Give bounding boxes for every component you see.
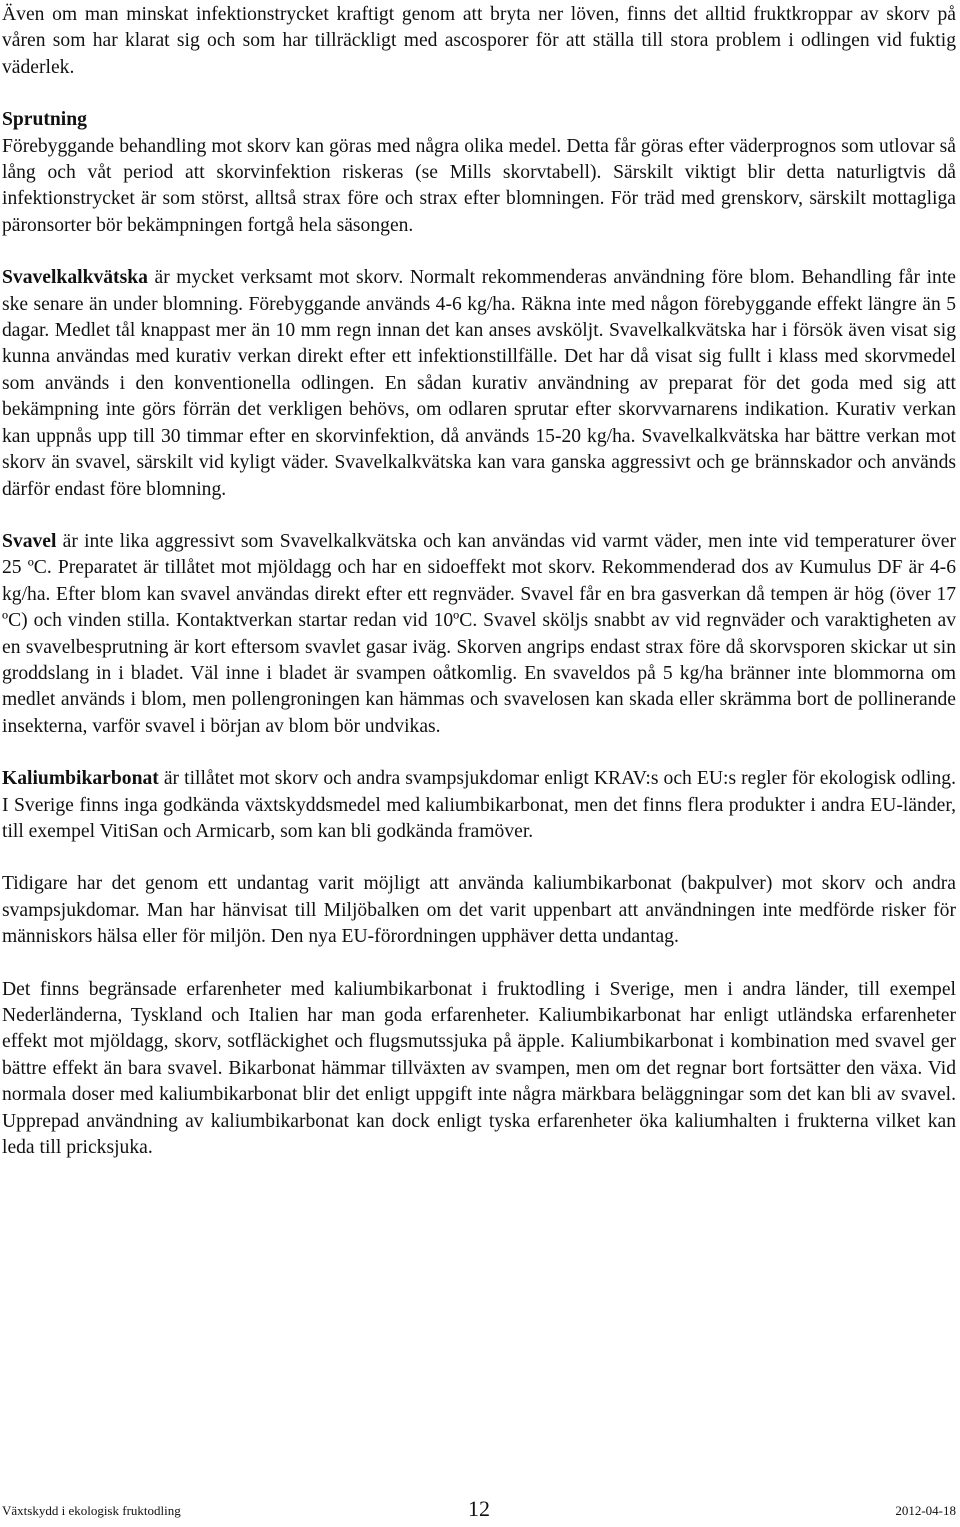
footer-page-number: 12 <box>468 1496 490 1521</box>
term-svavelkalkvatska: Svavelkalkvätska <box>2 267 148 289</box>
document-body <box>2 0 956 1161</box>
svavel-text: är inte lika aggressivt som Svavelkalkvätska och kan användas vid varmt väder, men inte vid temperaturer över 25 ºC. Preparatet är tillåtet mot mjöldagg och har en sidoeffekt mot skorv. Rekommenderad dos av Kumulus DF är 4-6 kg/ha. Efter blom kan svavel användas direkt efter ett regnväder. Svavel får en bra gasverkan då tempen är hög (över 17 ºC) och vinden stilla. Kontaktverkan startar redan vid 10ºC. Svavel sköljs snabbt av vid regnväder och varaktigheten av en svavelbesprutning är kort eftersom svavlet gasar iväg. Skorven angrips endast strax före då skorvsporen skickar ut sin groddslang in i bladet. Väl inne i bladet är svampen oåtkomlig. En svaveldos på 5 kg/ha bränner inte blommorna om medlet används i blom, men pollengroningen kan hämmas och svavelosen kan skada eller skrämma bort de pollinerande insekterna, varför svavel i början av blom bör undvikas. <box>2 530 956 737</box>
svavelkalk-paragraph <box>2 265 956 503</box>
erfarenhet-paragraph: Det finns begränsade erfarenheter med kaliumbikarbonat i fruktodling i Sverige, men i andra länder, till exempel Nederländerna, Tyskland och Italien har man goda erfarenheter. Kaliumbikarbonat har enligt utländska erfarenheter effekt mot mjöldagg, skorv, sotfläckighet och flugsmutssjuka på äpple. Kaliumbikarbonat i kombination med svavel ger bättre effekt än bara svavel. Bikarbonat hämmar tillväxten av svampen, men om det regnar bort fortsätter den växa. Vid normala doser med kaliumbikarbonat blir det enligt uppgift inte några märkbara beläggningar som det kan bli av svavel. Upprepad användning av kaliumbikarbonat kan dock enligt tyska erfarenheter öka kaliumhalten i frukterna vilket kan leda till pricksjuka. <box>2 978 956 1159</box>
footer-document-title: Växtskydd i ekologisk fruktodling <box>2 1503 181 1518</box>
svavelkalk-text: är mycket verksamt mot skorv. Normalt rekommenderas användning före blom. Behandling får inte ske senare än under blomning. Förebyggande används 4-6 kg/ha. Räkna inte med någon förebyggande effekt längre än 5 dagar. Medlet tål knappast mer än 10 mm regn innan det kan anses avsköljt. Svavelkalkvätska har i försök även visat sig kunna användas med kurativ verkan direkt efter ett infektionstillfälle. Det har då visat sig fullt i klass med skorvmedel som används i den konventionella odlingen. En sådan kurativ användning av preparat för det goda med sig att bekämpning inte görs förrän det verkligen behövs, om odlaren sprutar efter skorvvarnarens indikation. Kurativ verkan kan uppnås upp till 30 timmar efter en skorvinfektion, då används 15-20 kg/ha. Svavelkalkvätska har bättre verkan mot skorv än svavel, särskilt vid kyligt väder. Svavelkalkvätska kan vara ganska aggressivt och ge brännskador och används därför endast före blomning. <box>2 267 956 500</box>
page-footer <box>2 1492 956 1524</box>
kalium-text: är tillåtet mot skorv och andra svampsjukdomar enligt KRAV:s och EU:s regler för ekologisk odling. I Sverige finns inga godkända växtskyddsmedel med kaliumbikarbonat, men det finns flera produkter i andra EU-länder, till exempel VitiSan och Armicarb, som kan bli godkända framöver. <box>2 768 956 842</box>
term-kaliumbikarbonat: Kaliumbikarbonat <box>2 768 159 790</box>
footer-date: 2012-04-18 <box>895 1503 956 1518</box>
kalium-paragraph <box>2 766 956 845</box>
section-heading-sprutning: Sprutning <box>2 109 87 131</box>
tidigare-paragraph: Tidigare har det genom ett undantag varit möjligt att använda kaliumbikarbonat (bakpulver) mot skorv och andra svampsjukdomar. Man har hänvisat till Miljöbalken om det varit uppenbart att användningen inte medförde risker för människors hälsa eller för miljön. Den nya EU-förordningen upphäver detta undantag. <box>2 873 956 948</box>
term-svavel: Svavel <box>2 530 57 552</box>
intro-paragraph: Även om man minskat infektionstrycket kraftigt genom att bryta ner löven, finns det alltid fruktkroppar av skorv på våren som har klarat sig och som har tillräckligt med ascosporer för att ställa till stora problem i odlingen vid fuktig väderlek. <box>2 4 956 78</box>
sprutning-paragraph: Förebyggande behandling mot skorv kan göras med några olika medel. Detta får göras efter väderprognos som utlovar så lång och våt period att skorvinfektion riskeras (se Mills skorvtabell). Särskilt viktigt blir detta naturligtvis då infektionstrycket är som störst, alltså strax före och strax efter blomningen. För träd med grenskorv, särskilt mottagliga päronsorter bör bekämpningen fortgå hela säsongen. <box>2 135 956 236</box>
svavel-paragraph <box>2 529 956 740</box>
